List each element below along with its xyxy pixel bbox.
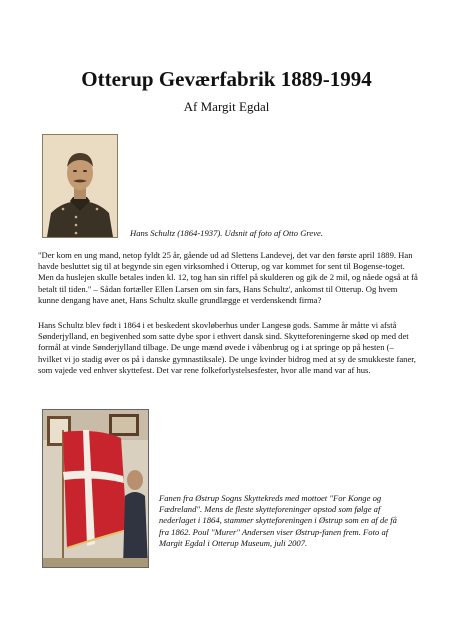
flag-caption: Fanen fra Østrup Sogns Skyttekreds med mottoet "For Konge og Fædreland". Mens de fleste skytteforeninger opstod som følge af nederlaget i 1864, stammer skytteforeningen i Østrup som en af de få fra 1862. Poul "Murer" Andersen viser Østrup-fanen frem. Foto af Margit Egdal i Otterup Museum, juli 2007. bbox=[159, 493, 397, 548]
flag-image bbox=[43, 410, 148, 567]
author-byline: Af Margit Egdal bbox=[183, 99, 270, 114]
body-paragraph-1: "Der kom en ung mand, netop fyldt 25 år, gående ud ad Slettens Landevej, det var den første april 1889. Han havde besluttet sig til at begynde sin egen virksomhed i Otterup, og var kommet for sent til Bogense-toget. Men da huslejen skulle betales inden kl. 12, tog han sin riffel på skulderen og gik de 2 mil, og nåede også at få betalt til tiden." – Sådan fortæller Ellen Larsen om sin fars, Hans Schultz', ankomst til Otterup. Og hvem kunne dengang have anet, Hans Schultz skulle grundlægge et verdenskendt firma? bbox=[38, 250, 418, 305]
document-title: Otterup Geværfabrik 1889-1994 bbox=[81, 67, 372, 91]
flag-photo bbox=[42, 409, 149, 568]
body-paragraph-2: Hans Schultz blev født i 1864 i et beskedent skovløberhus under Langesø gods. Samme år måtte vi afstå Sønderjylland, en begivenhed som satte dybe spor i ethvert dansk sind. Skytteforeningerne skød op med det formål at vinde Sønderjylland tilbage. De unge mænd øvede i våbenbrug og i at springe op på hesten (– hvilket vi jo stadig øver os på i danske gymnastiksale). De unge kvinder bidrog med at sy de smukkeste faner, som vajede ved enhver skyttefest. Det var rene folkeforlystelsesfester, hvor alle mand var af hus. bbox=[38, 320, 416, 375]
portrait-photo bbox=[42, 134, 118, 238]
portrait-caption: Hans Schultz (1864-1937). Udsnit af foto af Otto Greve. bbox=[130, 228, 324, 238]
portrait-image bbox=[43, 135, 117, 237]
